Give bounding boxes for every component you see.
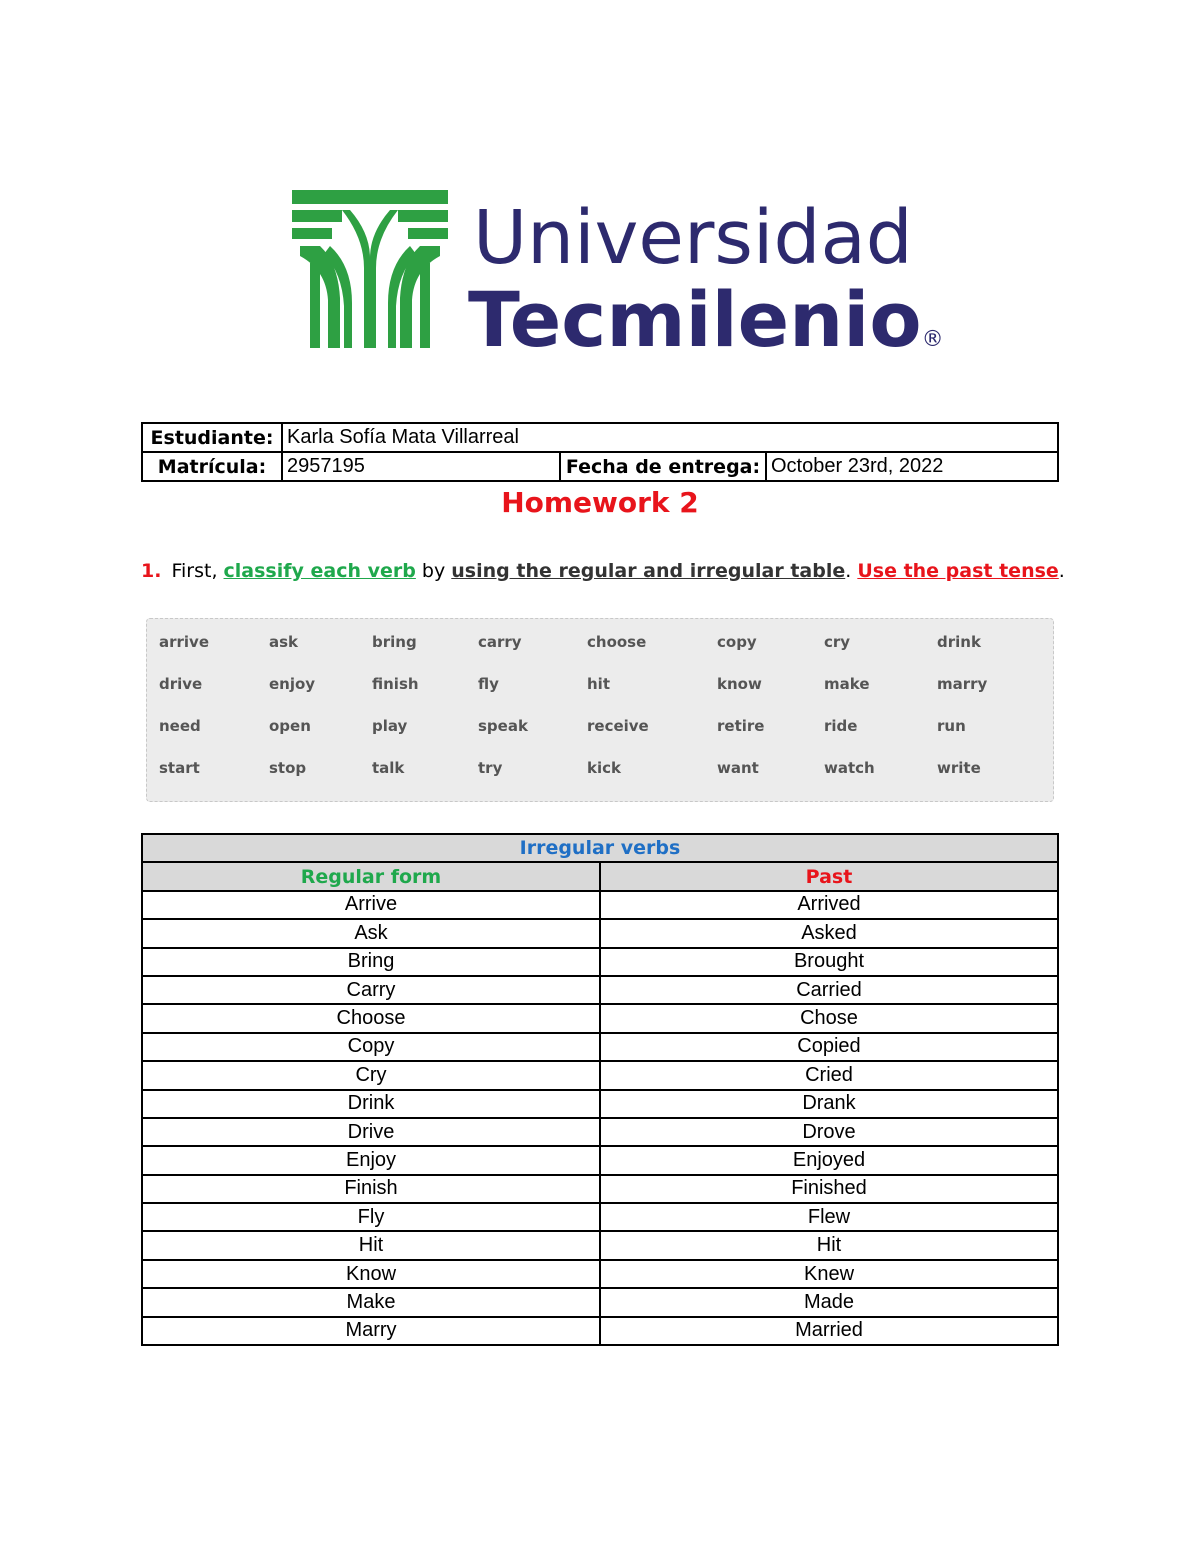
word-bank-item: talk: [372, 759, 405, 777]
regular-form-cell: Drive: [142, 1118, 600, 1146]
word-bank-item: hit: [587, 675, 610, 693]
table-row: [142, 1288, 1058, 1316]
verb-table-caption: Irregular verbs: [142, 834, 1058, 862]
instruction-number: 1.: [141, 560, 162, 582]
past-form-cell: Made: [600, 1288, 1058, 1316]
word-bank-item: write: [937, 759, 981, 777]
regular-form-cell: Copy: [142, 1033, 600, 1061]
past-form-cell: Hit: [600, 1231, 1058, 1259]
word-bank: [146, 618, 1054, 802]
regular-form-cell: Finish: [142, 1175, 600, 1203]
student-label: Estudiante:: [142, 423, 282, 452]
word-bank-item: try: [478, 759, 503, 777]
column-header-past: Past: [600, 862, 1058, 890]
university-logo: [290, 188, 944, 364]
word-bank-item: choose: [587, 633, 647, 651]
regular-form-cell: Choose: [142, 1004, 600, 1032]
instruction-text-1: First,: [171, 560, 224, 582]
instruction-text-4: .: [1058, 560, 1065, 582]
table-row: [142, 976, 1058, 1004]
past-form-cell: Flew: [600, 1203, 1058, 1231]
word-bank-item: copy: [717, 633, 757, 651]
word-bank-item: need: [159, 717, 201, 735]
word-bank-item: ride: [824, 717, 858, 735]
past-form-cell: Brought: [600, 948, 1058, 976]
regular-form-cell: Drink: [142, 1090, 600, 1118]
regular-form-cell: Know: [142, 1260, 600, 1288]
regular-form-cell: Ask: [142, 919, 600, 947]
instruction-table-ref: using the regular and irregular table: [451, 560, 846, 582]
table-row: [142, 1090, 1058, 1118]
regular-form-cell: Marry: [142, 1317, 600, 1345]
word-bank-item: carry: [478, 633, 522, 651]
word-bank-item: play: [372, 717, 408, 735]
column-header-regular: Regular form: [142, 862, 600, 890]
past-form-cell: Finished: [600, 1175, 1058, 1203]
word-bank-item: bring: [372, 633, 417, 651]
table-row: [142, 1118, 1058, 1146]
instruction-text-2: by: [415, 560, 452, 582]
past-form-cell: Knew: [600, 1260, 1058, 1288]
student-value: Karla Sofía Mata Villarreal: [282, 423, 1058, 452]
table-row: [142, 891, 1058, 919]
table-row: [142, 1146, 1058, 1174]
past-form-cell: Drove: [600, 1118, 1058, 1146]
table-row: [142, 1260, 1058, 1288]
verb-table: [141, 833, 1059, 1346]
date-value: October 23rd, 2022: [766, 452, 1058, 481]
id-label: Matrícula:: [142, 452, 282, 481]
past-form-cell: Cried: [600, 1061, 1058, 1089]
table-row: [142, 1231, 1058, 1259]
regular-form-cell: Bring: [142, 948, 600, 976]
word-bank-item: speak: [478, 717, 528, 735]
past-form-cell: Arrived: [600, 891, 1058, 919]
word-bank-item: drive: [159, 675, 203, 693]
table-row: [142, 1033, 1058, 1061]
past-form-cell: Chose: [600, 1004, 1058, 1032]
date-label: Fecha de entrega:: [560, 452, 766, 481]
word-bank-item: kick: [587, 759, 621, 777]
word-bank-item: receive: [587, 717, 649, 735]
word-bank-item: retire: [717, 717, 765, 735]
word-bank-item: watch: [824, 759, 875, 777]
word-bank-item: open: [269, 717, 311, 735]
word-bank-item: fly: [478, 675, 499, 693]
past-form-cell: Drank: [600, 1090, 1058, 1118]
table-row: [142, 948, 1058, 976]
table-row: [142, 1317, 1058, 1345]
past-form-cell: Asked: [600, 919, 1058, 947]
word-bank-item: stop: [269, 759, 307, 777]
regular-form-cell: Carry: [142, 976, 600, 1004]
word-bank-item: cry: [824, 633, 851, 651]
table-row: [142, 1004, 1058, 1032]
regular-form-cell: Fly: [142, 1203, 600, 1231]
regular-form-cell: Make: [142, 1288, 600, 1316]
arches-icon: [290, 188, 450, 353]
registered-mark: ®: [921, 327, 944, 352]
word-bank-item: want: [717, 759, 759, 777]
word-bank-item: start: [159, 759, 200, 777]
regular-form-cell: Cry: [142, 1061, 600, 1089]
table-row: [142, 1175, 1058, 1203]
regular-form-cell: Hit: [142, 1231, 600, 1259]
past-form-cell: Enjoyed: [600, 1146, 1058, 1174]
word-bank-item: make: [824, 675, 870, 693]
instruction-text-3: .: [845, 560, 858, 582]
table-row: [142, 919, 1058, 947]
past-form-cell: Copied: [600, 1033, 1058, 1061]
logo-word-tecmilenio: Tecmilenio®: [468, 275, 944, 364]
word-bank-item: enjoy: [269, 675, 316, 693]
word-bank-item: know: [717, 675, 762, 693]
instruction: [141, 560, 1065, 582]
student-info-table: [141, 422, 1059, 482]
word-bank-item: run: [937, 717, 966, 735]
page-title: Homework 2: [501, 486, 699, 519]
table-row: [142, 1203, 1058, 1231]
id-value: 2957195: [282, 452, 560, 481]
regular-form-cell: Enjoy: [142, 1146, 600, 1174]
past-form-cell: Married: [600, 1317, 1058, 1345]
word-bank-item: finish: [372, 675, 419, 693]
table-row: [142, 1061, 1058, 1089]
word-bank-item: arrive: [159, 633, 210, 651]
instruction-past-tense: Use the past tense: [857, 560, 1059, 582]
word-bank-item: marry: [937, 675, 988, 693]
logo-word-universidad: Universidad: [473, 195, 913, 281]
word-bank-item: ask: [269, 633, 299, 651]
word-bank-item: drink: [937, 633, 981, 651]
regular-form-cell: Arrive: [142, 891, 600, 919]
past-form-cell: Carried: [600, 976, 1058, 1004]
instruction-classify: classify each verb: [223, 560, 416, 582]
